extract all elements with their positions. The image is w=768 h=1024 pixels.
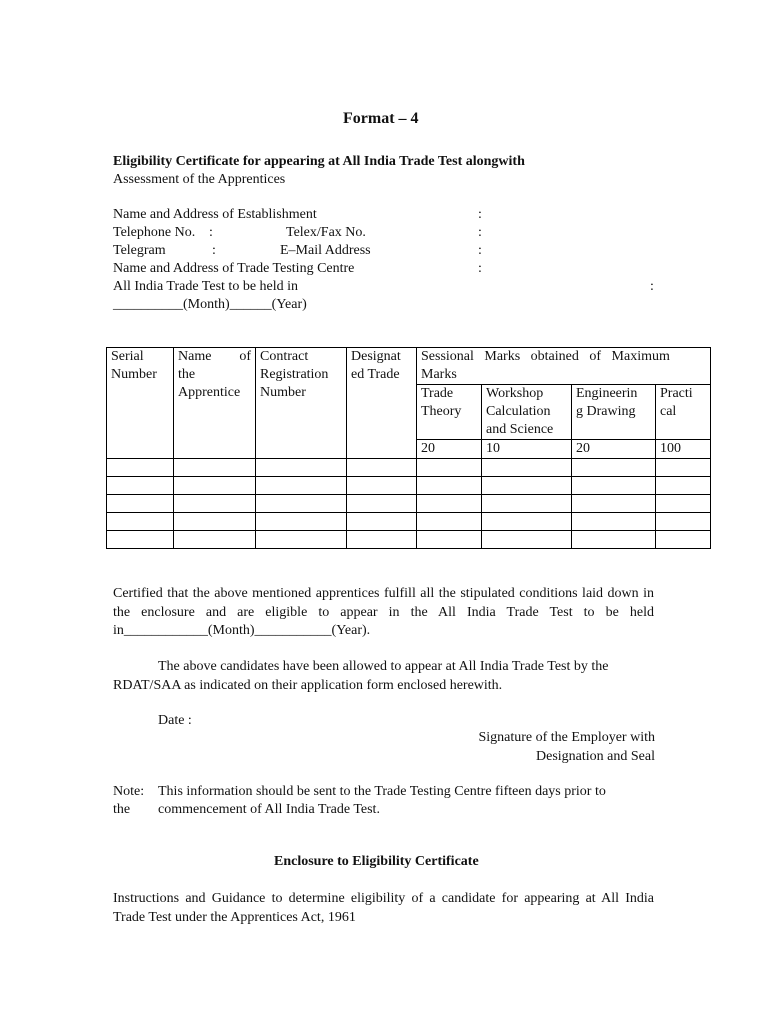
table-row — [107, 495, 711, 513]
subheader-practical: Practi cal — [656, 385, 711, 440]
establishment-label: Name and Address of Establishment — [113, 207, 317, 222]
header-name-of-apprentice: Name of the Apprentice — [174, 348, 256, 459]
certificate-subheading: Assessment of the Apprentices — [113, 172, 286, 187]
marks-table — [106, 347, 711, 549]
note-label-2: the — [113, 802, 131, 817]
max-marks-engineering: 20 — [572, 440, 656, 459]
establishment-colon: : — [478, 207, 482, 222]
note-label: Note: — [113, 784, 145, 799]
trade-testing-centre-colon: : — [478, 261, 482, 276]
table-row — [107, 477, 711, 495]
allowed-text-line2: RDAT/SAA as indicated on their application form enclosed herewith. — [113, 678, 503, 693]
header-designated-trade: Designat ed Trade — [347, 348, 417, 459]
header-serial-number: Serial Number — [107, 348, 174, 459]
trade-testing-centre-label: Name and Address of Trade Testing Centre — [113, 261, 355, 276]
subheader-trade-theory: Trade Theory — [417, 385, 482, 440]
month-year-line: __________(Month)______(Year) — [113, 297, 307, 312]
header-contract-registration: Contract Registration Number — [256, 348, 347, 459]
instructions-paragraph: Instructions and Guidance to determine eligibility of a candidate for appearing at All India Trade Test under the Apprentices Act, 1961 — [113, 891, 654, 925]
max-marks-workshop: 10 — [482, 440, 572, 459]
allowed-text-line1: The above candidates have been allowed to appear at All India Trade Test by the — [158, 659, 609, 674]
subheader-workshop-calculation: Workshop Calculation and Science — [482, 385, 572, 440]
table-header-row — [107, 348, 711, 385]
format-title: Format – 4 — [343, 110, 419, 127]
aitt-held-in-colon: : — [650, 279, 654, 294]
note-line1: This information should be sent to the Trade Testing Centre fifteen days prior to — [158, 784, 606, 799]
signature-line2: Designation and Seal — [536, 749, 655, 764]
telephone-label: Telephone No. — [113, 225, 196, 240]
email-label: E–Mail Address — [280, 243, 371, 258]
date-label: Date : — [158, 713, 192, 728]
table-row — [107, 531, 711, 549]
enclosure-heading: Enclosure to Eligibility Certificate — [274, 854, 479, 869]
aitt-held-in-label: All India Trade Test to be held in — [113, 279, 299, 294]
certificate-heading: Eligibility Certificate for appearing at All India Trade Test alongwith — [113, 154, 525, 169]
signature-line1: Signature of the Employer with — [478, 730, 655, 745]
max-marks-trade-theory: 20 — [417, 440, 482, 459]
telex-fax-label: Telex/Fax No. — [286, 225, 366, 240]
table-row — [107, 459, 711, 477]
header-sessional-marks: Sessional Marks obtained of Maximum Marks — [417, 348, 711, 385]
table-row — [107, 513, 711, 531]
note-line2: commencement of All India Trade Test. — [158, 802, 380, 817]
subheader-engineering-drawing: Engineerin g Drawing — [572, 385, 656, 440]
telegram-label: Telegram — [113, 243, 166, 258]
telex-fax-colon: : — [478, 225, 482, 240]
certified-paragraph: Certified that the above mentioned apprentices fulfill all the stipulated conditions laid down in the enclosure and are eligible to appear in the All India Trade Test to be held in____________(Month)___________(Year). — [113, 586, 654, 638]
telephone-colon: : — [209, 225, 213, 240]
max-marks-practical: 100 — [656, 440, 711, 459]
email-colon: : — [478, 243, 482, 258]
telegram-colon: : — [212, 243, 216, 258]
